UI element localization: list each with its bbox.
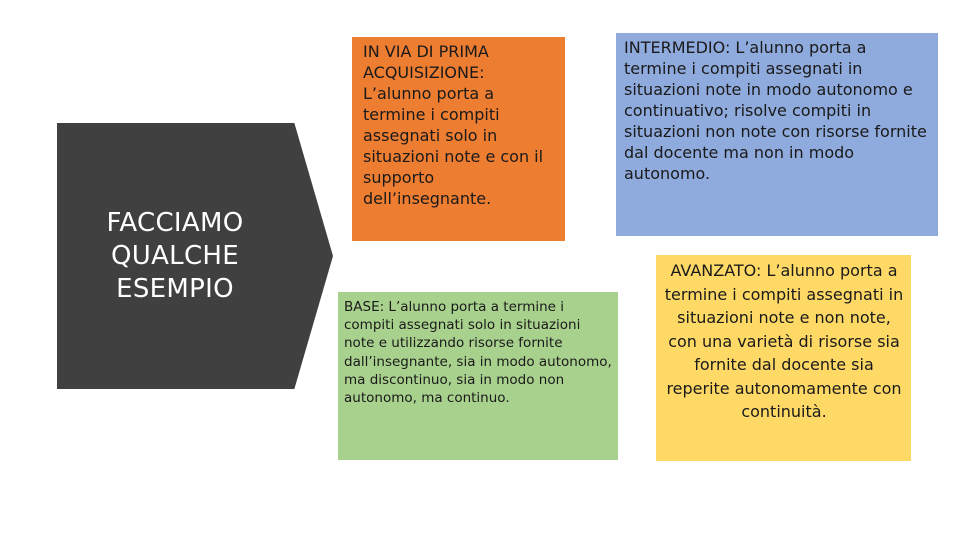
chevron-title: FACCIAMO QUALCHE ESEMPIO (106, 207, 244, 304)
level-avanzato-text: AVANZATO: L’alunno porta a termine i compiti assegnati in situazioni note e non note, con una varietà di risorse sia fornite dal docente sia reperite autonomamente con continuità. (664, 261, 904, 421)
level-intermedio-box (616, 33, 938, 236)
level-base-box (338, 292, 618, 460)
level-in-via-text: IN VIA DI PRIMA ACQUISIZIONE: L’alunno porta a termine i compiti assegnati solo in situazioni note e con il supporto dell’insegnante. (363, 42, 544, 208)
level-in-via-di-prima-acquisizione-box (352, 37, 565, 241)
level-base-text: BASE: L’alunno porta a termine i compiti assegnati solo in situazioni note e utilizzando risorse fornite dall’insegnante, sia in modo autonomo, ma discontinuo, sia in modo non autonomo, ma continuo. (344, 299, 612, 407)
level-intermedio-text: INTERMEDIO: L’alunno porta a termine i compiti assegnati in situazioni note in modo autonomo e continuativo; risolve compiti in situazioni non note con risorse fornite dal docente ma non in modo autonomo. (624, 38, 927, 183)
chevron-title-container (57, 123, 293, 389)
level-avanzato-box (656, 255, 911, 461)
